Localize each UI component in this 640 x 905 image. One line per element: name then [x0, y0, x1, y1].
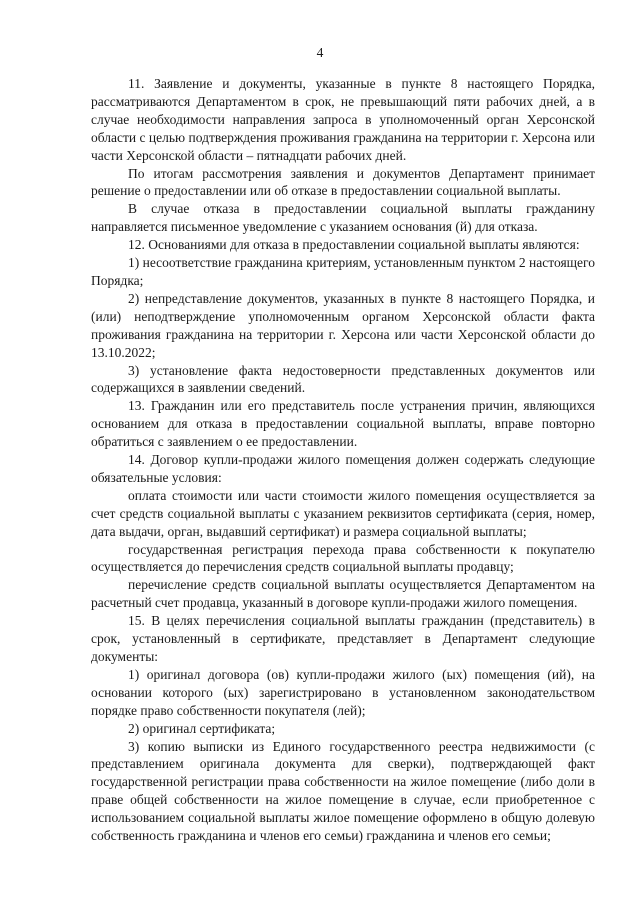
list-item-12-2: 2) непредставление документов, указанных в пункте 8 настоящего Порядка, и (или) неподтверждение уполномоченным органом Херсонской области факта проживания гражданина на территории г. Херсона или части Херсонской области до 13.10.2022; [91, 290, 595, 360]
list-item-12-3: 3) установление факта недостоверности представленных документов или содержащихся в заявлении сведений. [91, 362, 595, 396]
list-item-14-registration: государственная регистрация перехода права собственности к покупателю осуществляется до перечисления средств социальной выплаты продавцу; [91, 541, 595, 575]
list-item-14-transfer: перечисление средств социальной выплаты осуществляется Департаментом на расчетный счет продавца, указанный в договоре купли-продажи жилого помещения. [91, 577, 595, 611]
list-item-14-payment: оплата стоимости или части стоимости жилого помещения осуществляется за счет средств социальной выплаты с указанием реквизитов сертификата (серия, номер, дата выдачи, орган, выдавший сертификат) и размера социальной выплаты; [91, 487, 595, 539]
paragraph-14: 14. Договор купли-продажи жилого помещения должен содержать следующие обязательные условия: [91, 452, 595, 485]
list-item-12-1: 1) несоответствие гражданина критериям, установленным пунктом 2 настоящего Порядка; [91, 255, 595, 288]
list-item-15-1: 1) оригинал договора (ов) купли-продажи жилого (ых) помещения (ий), на основании которого (ых) зарегистрировано в установленном законодательством порядке право собственности покупателя (лей); [91, 666, 595, 718]
paragraph-refusal-notice: В случае отказа в предоставлении социальной выплаты гражданину направляется письменное уведомление с указанием основания (й) для отказа. [91, 201, 595, 235]
paragraph-decision: По итогам рассмотрения заявления и документов Департамент принимает решение о предоставлении или об отказе в предоставлении социальной выплаты. [91, 165, 595, 199]
paragraph-12: 12. Основаниями для отказа в предоставлении социальной выплаты являются: [128, 237, 580, 253]
paragraph-15: 15. В целях перечисления социальной выплаты гражданин (представитель) в срок, установленный в сертификате, представляет в Департамент следующие документы: [91, 613, 595, 664]
page-number: 4 [316, 45, 324, 60]
document-body [91, 75, 595, 845]
paragraph-11: 11. Заявление и документы, указанные в пункте 8 настоящего Порядка, рассматриваются Департаментом в срок, не превышающий пяти рабочих дней, а в случае необходимости направления запроса в уполномоченный орган Херсонской области с целью подтверждения проживания гражданина на территории г. Херсона или части Херсонской области – пятнадцати рабочих дней. [91, 76, 595, 163]
paragraph-13: 13. Гражданин или его представитель после устранения причин, являющихся основанием для отказа в предоставлении социальной выплаты, вправе повторно обратиться с заявлением о ее предоставлении. [91, 398, 595, 450]
list-item-15-2: 2) оригинал сертификата; [128, 720, 276, 736]
list-item-15-3: 3) копию выписки из Единого государственного реестра недвижимости (с представлением оригинала документа для сверки), подтверждающей факт государственной регистрации права собственности на жилое помещение (либо доли в праве общей собственности на жилое помещение в случае, если приобретенное с использованием социальной выплаты жилое помещение оформлено в общую долевую собственность гражданина и членов его семьи) гражданина и членов его семьи; [91, 738, 595, 844]
